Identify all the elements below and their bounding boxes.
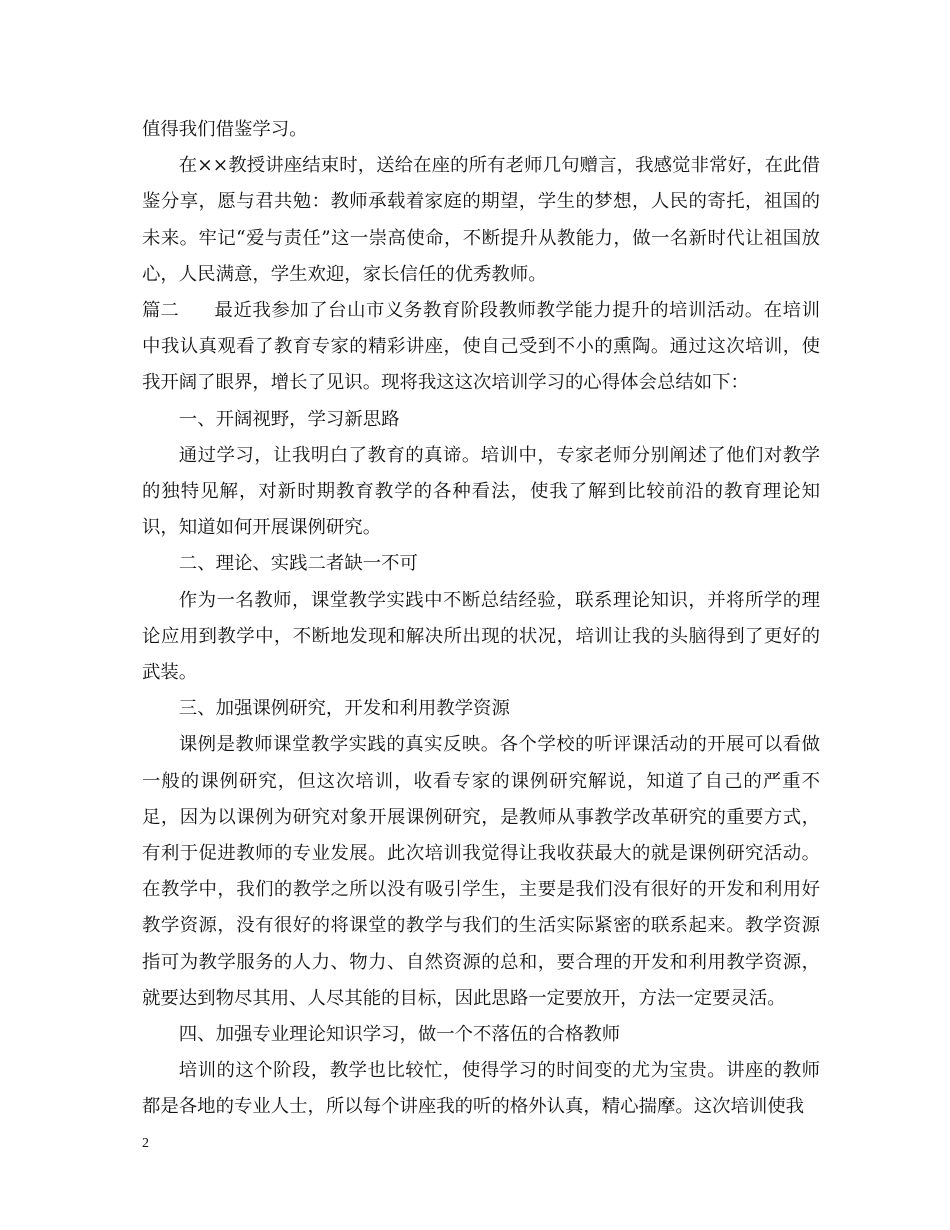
- heading-3: 三、加强课例研究，开发和利用教学资源: [178, 698, 510, 720]
- heading-2: 二、理论、实践二者缺一不可: [178, 553, 418, 575]
- document-body: [142, 112, 820, 1126]
- paragraph-11: 培训的这个阶段，教学也比较忙，使得学习的时间变的尤为宝贵。讲座的教师都是各地的专业人士，所以每个讲座我的听的格外认真，精心揣摩。这次培训使我: [142, 1060, 820, 1118]
- paragraph-3: [142, 293, 820, 402]
- paragraph-2: 在××教授讲座结束时，送给在座的所有老师几句赠言，我感觉非常好，在此借鉴分享，愿与君共勉：教师承载着家庭的期望，学生的梦想，人民的寄托，祖国的未来。牢记“爱与责任”这一崇高使命，不断提升从教能力，做一名新时代让祖国放心，人民满意，学生欢迎，家长信任的优秀教师。: [142, 155, 820, 285]
- section-label-pian-er: 篇二: [142, 300, 179, 322]
- paragraph-1: 值得我们借鉴学习。: [142, 119, 308, 140]
- paragraph-5: 通过学习，让我明白了教育的真谛。培训中，专家老师分别阐述了他们对教学的独特见解，对新时期教育教学的各种看法，使我了解到比较前沿的教育理论知识，知道如何开展课例研究。: [142, 444, 820, 539]
- paragraph-9: 课例是教师课堂教学实践的真实反映。各个学校的听评课活动的开展可以看做一般的课例研究，但这次培训，收看专家的课例研究解说，知道了自己的严重不足，因为以课例为研究对象开展课例研究，是教师从事教学改革研究的重要方式，有利于促进教师的专业发展。此次培训我觉得让我收获最大的就是课例研究活动。在教学中，我们的教学之所以没有吸引学生，主要是我们没有很好的开发和利用好教学资源，没有很好的将课堂的教学与我们的生活实际紧密的联系起来。教学资源指可为教学服务的人力、物力、自然资源的总和，要合理的开发和利用教学资源，就要达到物尽其用、人尽其能的目标，因此思路一定要放开，方法一定要灵活。: [142, 734, 820, 1009]
- heading-4: 四、加强专业理论知识学习，做一个不落伍的合格教师: [178, 1024, 621, 1046]
- heading-1: 一、开阔视野，学习新思路: [178, 408, 400, 430]
- paragraph-7: 作为一名教师，课堂教学实践中不断总结经验，联系理论知识，并将所学的理论应用到教学中，不断地发现和解决所出现的状况，培训让我的头脑得到了更好的武装。: [142, 589, 820, 684]
- paragraph-3-text: 最近我参加了台山市义务教育阶段教师教学能力提升的培训活动。在培训中我认真观看了教育专家的精彩讲座，使自己受到不小的熏陶。通过这次培训，使我开阔了眼界，增长了见识。现将我这这次培训学习的心得体会总结如下：: [142, 300, 820, 394]
- page-number: 2: [142, 1136, 149, 1151]
